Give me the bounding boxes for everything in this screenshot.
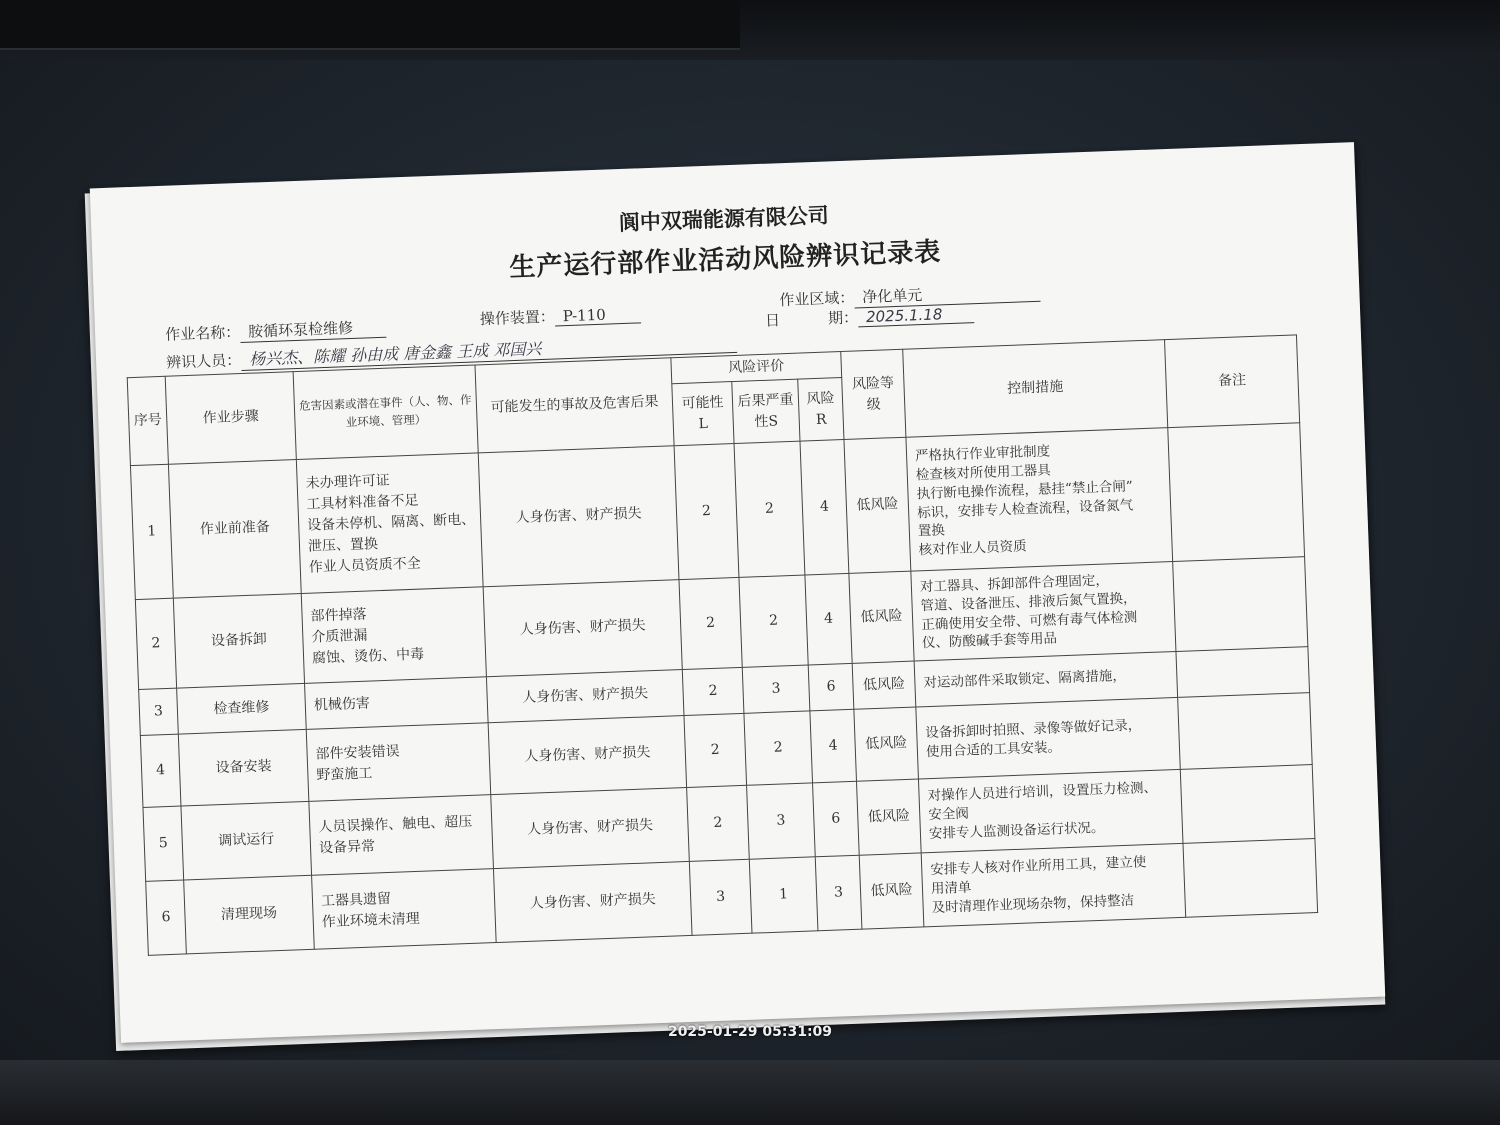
cell-controls-line: 严格执行作业审批制度 (914, 443, 1051, 465)
cell-risk-r: 4 (810, 709, 857, 783)
photo-timestamp: 2025-01-29 05:31:09 (667, 1024, 833, 1040)
cell-controls-line: 置换 (917, 522, 946, 540)
cell-controls-line: 使用合适的工具安装。 (925, 738, 1062, 760)
header-risk-level: 风险等级 (841, 349, 906, 439)
cell-risk-r: 4 (805, 573, 852, 665)
date-label-1: 日 (764, 311, 781, 330)
cell-controls (906, 428, 1173, 572)
cell-risk-level: 低风险 (857, 779, 922, 855)
cell-hazards-line: 工器具遗留 (320, 890, 392, 909)
area-value: 净化单元 (854, 280, 1041, 309)
company-name: 阆中双瑞能源有限公司 (618, 203, 830, 236)
header-risk-eval: 风险评价 (671, 352, 842, 384)
cell-likelihood: 2 (682, 667, 744, 715)
cell-hazards-line: 野蛮施工 (316, 765, 373, 784)
cell-hazards-line: 作业环境未清理 (321, 910, 421, 930)
header-remark: 备注 (1165, 335, 1300, 428)
cell-controls (911, 562, 1176, 662)
cell-controls (921, 843, 1186, 927)
cell-likelihood: 2 (687, 785, 750, 861)
risk-table (127, 334, 1318, 956)
cell-risk-level: 低风险 (844, 437, 911, 573)
job-name-field (165, 316, 387, 346)
risk-record-sheet (90, 142, 1385, 1043)
device-value: P-110 (554, 304, 641, 326)
date-label-2: 期： (827, 308, 859, 328)
cell-seq: 4 (140, 734, 181, 807)
cell-hazards-line: 未办理许可证 (305, 472, 390, 492)
cell-consequence: 人身伤害、财产损失 (486, 670, 684, 723)
cell-hazards-line: 作业人员资质不全 (308, 555, 422, 576)
cell-controls-line: 对运动部件采取锁定、隔离措施， (923, 667, 1127, 692)
header-likelihood: 可能性L (672, 382, 734, 446)
cell-hazards-line: 部件掉落 (310, 606, 367, 625)
keyboard-edge (0, 0, 740, 50)
cell-controls-line: 对工器具、拆卸部件合理固定， (919, 572, 1110, 596)
cell-severity: 2 (734, 441, 805, 577)
cell-hazards-line: 介质泄漏 (311, 627, 368, 646)
cell-consequence: 人身伤害、财产损失 (483, 580, 682, 677)
cell-risk-r: 6 (808, 663, 854, 711)
cell-step: 检查维修 (177, 683, 307, 734)
cell-seq: 3 (139, 688, 179, 735)
device-label: 操作装置： (479, 307, 556, 329)
cell-remark (1180, 765, 1315, 844)
cell-hazards (312, 869, 497, 950)
cell-step: 清理现场 (184, 875, 315, 954)
cell-remark (1183, 839, 1318, 918)
cell-controls-line: 安全阀 (928, 805, 970, 824)
cell-seq: 5 (143, 806, 184, 881)
job-name-label: 作业名称： (164, 323, 241, 344)
cell-severity: 3 (747, 783, 816, 859)
cell-hazards-line: 工具材料准备不足 (306, 492, 419, 513)
cell-hazards-line: 设备异常 (318, 837, 376, 856)
cell-controls-line: 检查核对所使用工器具 (915, 462, 1052, 484)
cell-controls (916, 697, 1180, 779)
cell-consequence: 人身伤害、财产损失 (491, 787, 690, 868)
cell-controls-line: 标识，安排专人检查流程，设备氮气 (916, 496, 1134, 521)
cell-controls-line: 用清单 (930, 879, 972, 898)
header-seq: 序号 (127, 376, 168, 465)
cell-consequence: 人身伤害、财产损失 (478, 446, 679, 587)
cell-severity: 2 (744, 711, 813, 785)
header-consequence: 可能发生的事故及危害后果 (475, 358, 674, 453)
cell-step: 设备拆卸 (173, 593, 304, 688)
header-severity: 后果严重性S (732, 379, 800, 443)
header-control: 控制措施 (903, 340, 1168, 438)
document-title: 生产运行部作业活动风险辨识记录表 (508, 237, 942, 284)
cell-hazards-line: 部件安装错误 (315, 742, 400, 763)
risk-table-body (130, 423, 1317, 956)
job-name-value: 胺循环泵检维修 (240, 316, 387, 343)
cell-hazards-line: 设备未停机、隔离、断电、 (306, 511, 476, 534)
cell-likelihood: 2 (674, 444, 739, 580)
cell-likelihood: 2 (679, 577, 742, 669)
device-field (479, 302, 641, 329)
cell-remark (1173, 557, 1308, 652)
cell-controls-line: 核对作业人员资质 (918, 538, 1027, 559)
cell-remark (1176, 647, 1310, 698)
cell-controls (918, 769, 1183, 853)
cell-likelihood: 3 (689, 859, 752, 935)
cell-controls-line: 仪、防酸碱手套等用品 (921, 630, 1058, 652)
cell-seq: 6 (146, 880, 187, 955)
cell-severity: 1 (749, 857, 818, 933)
identifiers-label: 辨识人员： (165, 351, 242, 372)
cell-controls-line: 设备拆卸时拍照、录像等做好记录， (925, 716, 1142, 741)
cell-hazards-line: 泄压、置换 (307, 536, 379, 555)
cell-hazards (309, 795, 494, 876)
cell-consequence: 人身伤害、财产损失 (488, 716, 687, 795)
cell-hazards (301, 587, 486, 684)
cell-seq: 2 (135, 598, 176, 689)
desk-bottom-edge (0, 1060, 1500, 1125)
header-risk-r: 风险R (798, 378, 844, 442)
cell-risk-r: 6 (813, 781, 860, 857)
cell-likelihood: 2 (684, 713, 747, 787)
cell-controls-line: 安排专人核对作业所用工具，建立使 (930, 854, 1147, 879)
identifiers-signatures: 杨兴杰、陈耀 孙由成 唐金鑫 王成 邓国兴 (241, 329, 738, 371)
cell-risk-r: 3 (815, 855, 862, 931)
area-label: 作业区域： (778, 288, 855, 310)
cell-seq: 1 (130, 464, 173, 599)
cell-step: 作业前准备 (168, 460, 301, 599)
cell-hazards (296, 453, 483, 594)
header-hazard: 危害因素或潜在事件（人、物、作业环境、管理） (293, 365, 478, 460)
cell-severity: 3 (742, 665, 810, 713)
cell-remark (1178, 693, 1313, 770)
cell-consequence: 人身伤害、财产损失 (493, 861, 692, 942)
cell-hazards-line: 机械伤害 (313, 695, 371, 714)
cell-controls-line: 安排专人监测设备运行状况。 (928, 819, 1105, 843)
cell-controls-line: 执行断电操作流程，悬挂“禁止合闸” (916, 478, 1134, 502)
cell-controls-line: 正确使用安全带、可燃有毒气体检测 (921, 608, 1138, 633)
cell-step: 设备安装 (178, 729, 309, 806)
cell-hazards (305, 677, 489, 730)
header-step: 作业步骤 (165, 372, 296, 465)
cell-hazards (306, 723, 491, 802)
cell-step: 调试运行 (181, 801, 312, 880)
cell-risk-level: 低风险 (854, 707, 919, 781)
cell-severity: 2 (739, 575, 808, 667)
cell-remark (1168, 423, 1305, 562)
cell-risk-level: 低风险 (859, 853, 924, 929)
cell-risk-level: 低风险 (852, 661, 916, 709)
date-value: 2025.1.18 (858, 304, 975, 327)
cell-risk-r: 4 (800, 439, 849, 575)
cell-controls-line: 及时清理作业现场杂物，保持整洁 (931, 892, 1135, 917)
cell-controls-line: 管道、设备泄压、排液后氮气置换， (920, 589, 1137, 614)
cell-risk-level: 低风险 (849, 571, 914, 663)
cell-hazards-line: 人员误操作、触电、超压 (318, 813, 473, 836)
cell-controls-line: 对操作人员进行培训，设置压力检测、 (927, 779, 1158, 805)
cell-hazards-line: 腐蚀、烫伤、中毒 (311, 646, 425, 667)
